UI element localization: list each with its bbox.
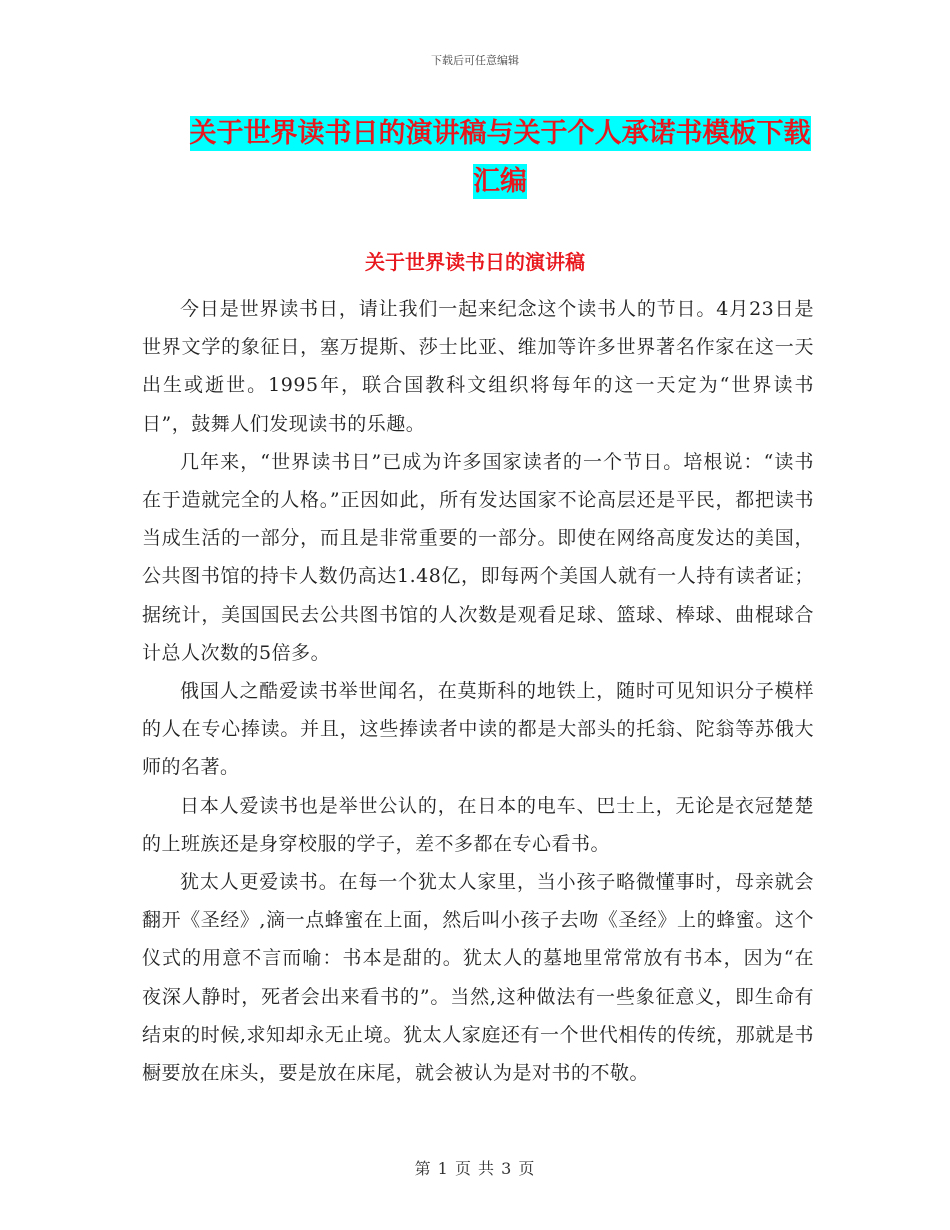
paragraph: 今日是世界读书日，请让我们一起来纪念这个读书人的节日。4月23日是世界文学的象征日，塞万提斯、莎士比亚、维加等许多世界著名作家在这一天出生或逝世。1995年，联合国教科文组织将每年的这一天定为“世界读书日”，鼓舞人们发现读书的乐趣。 (142, 298, 814, 435)
paragraph: 犹太人更爱读书。在每一个犹太人家里，当小孩子略微懂事时，母亲就会翻开《圣经》,滴一点蜂蜜在上面，然后叫小孩子去吻《圣经》上的蜂蜜。这个仪式的用意不言而喻：书本是甜的。犹太人的墓地里常常放有书本，因为“在夜深人静时，死者会出来看书的”。当然,这种做法有一些象征意义，即生命有结束的时候,求知却永无止境。犹太人家庭还有一个世代相传的传统，那就是书橱要放在床头，要是放在床尾，就会被认为是对书的不敬。 (142, 871, 814, 1085)
paragraph: 几年来，“世界读书日”已成为许多国家读者的一个节日。培根说：“读书在于造就完全的人格。”正因如此，所有发达国家不论高层还是平民，都把读书当成生活的一部分，而且是非常重要的一部分。即使在网络高度发达的美国，公共图书馆的持卡人数仍高达1.48亿，即每两个美国人就有一人持有读者证；据统计，美国国民去公共图书馆的人次数是观看足球、篮球、棒球、曲棍球合计总人次数的5倍多。 (142, 450, 814, 664)
document-title-line-2: 汇编 (473, 166, 527, 197)
paragraph: 俄国人之酷爱读书举世闻名，在莫斯科的地铁上，随时可见知识分子模样的人在专心捧读。并且，这些捧读者中读的都是大部头的托翁、陀翁等苏俄大师的名著。 (142, 680, 814, 779)
header-note: 下载后可任意编辑 (431, 54, 519, 67)
document-title (160, 110, 840, 206)
section-title: 关于世界读书日的演讲稿 (365, 250, 585, 274)
page-number-footer: 第 1 页 共 3 页 (414, 1159, 536, 1178)
document-body (142, 290, 814, 1092)
document-title-line-1: 关于世界读书日的演讲稿与关于个人承诺书模板下载 (189, 118, 811, 149)
paragraph: 日本人爱读书也是举世公认的，在日本的电车、巴士上，无论是衣冠楚楚的上班族还是身穿校服的学子，差不多都在专心看书。 (142, 794, 814, 855)
